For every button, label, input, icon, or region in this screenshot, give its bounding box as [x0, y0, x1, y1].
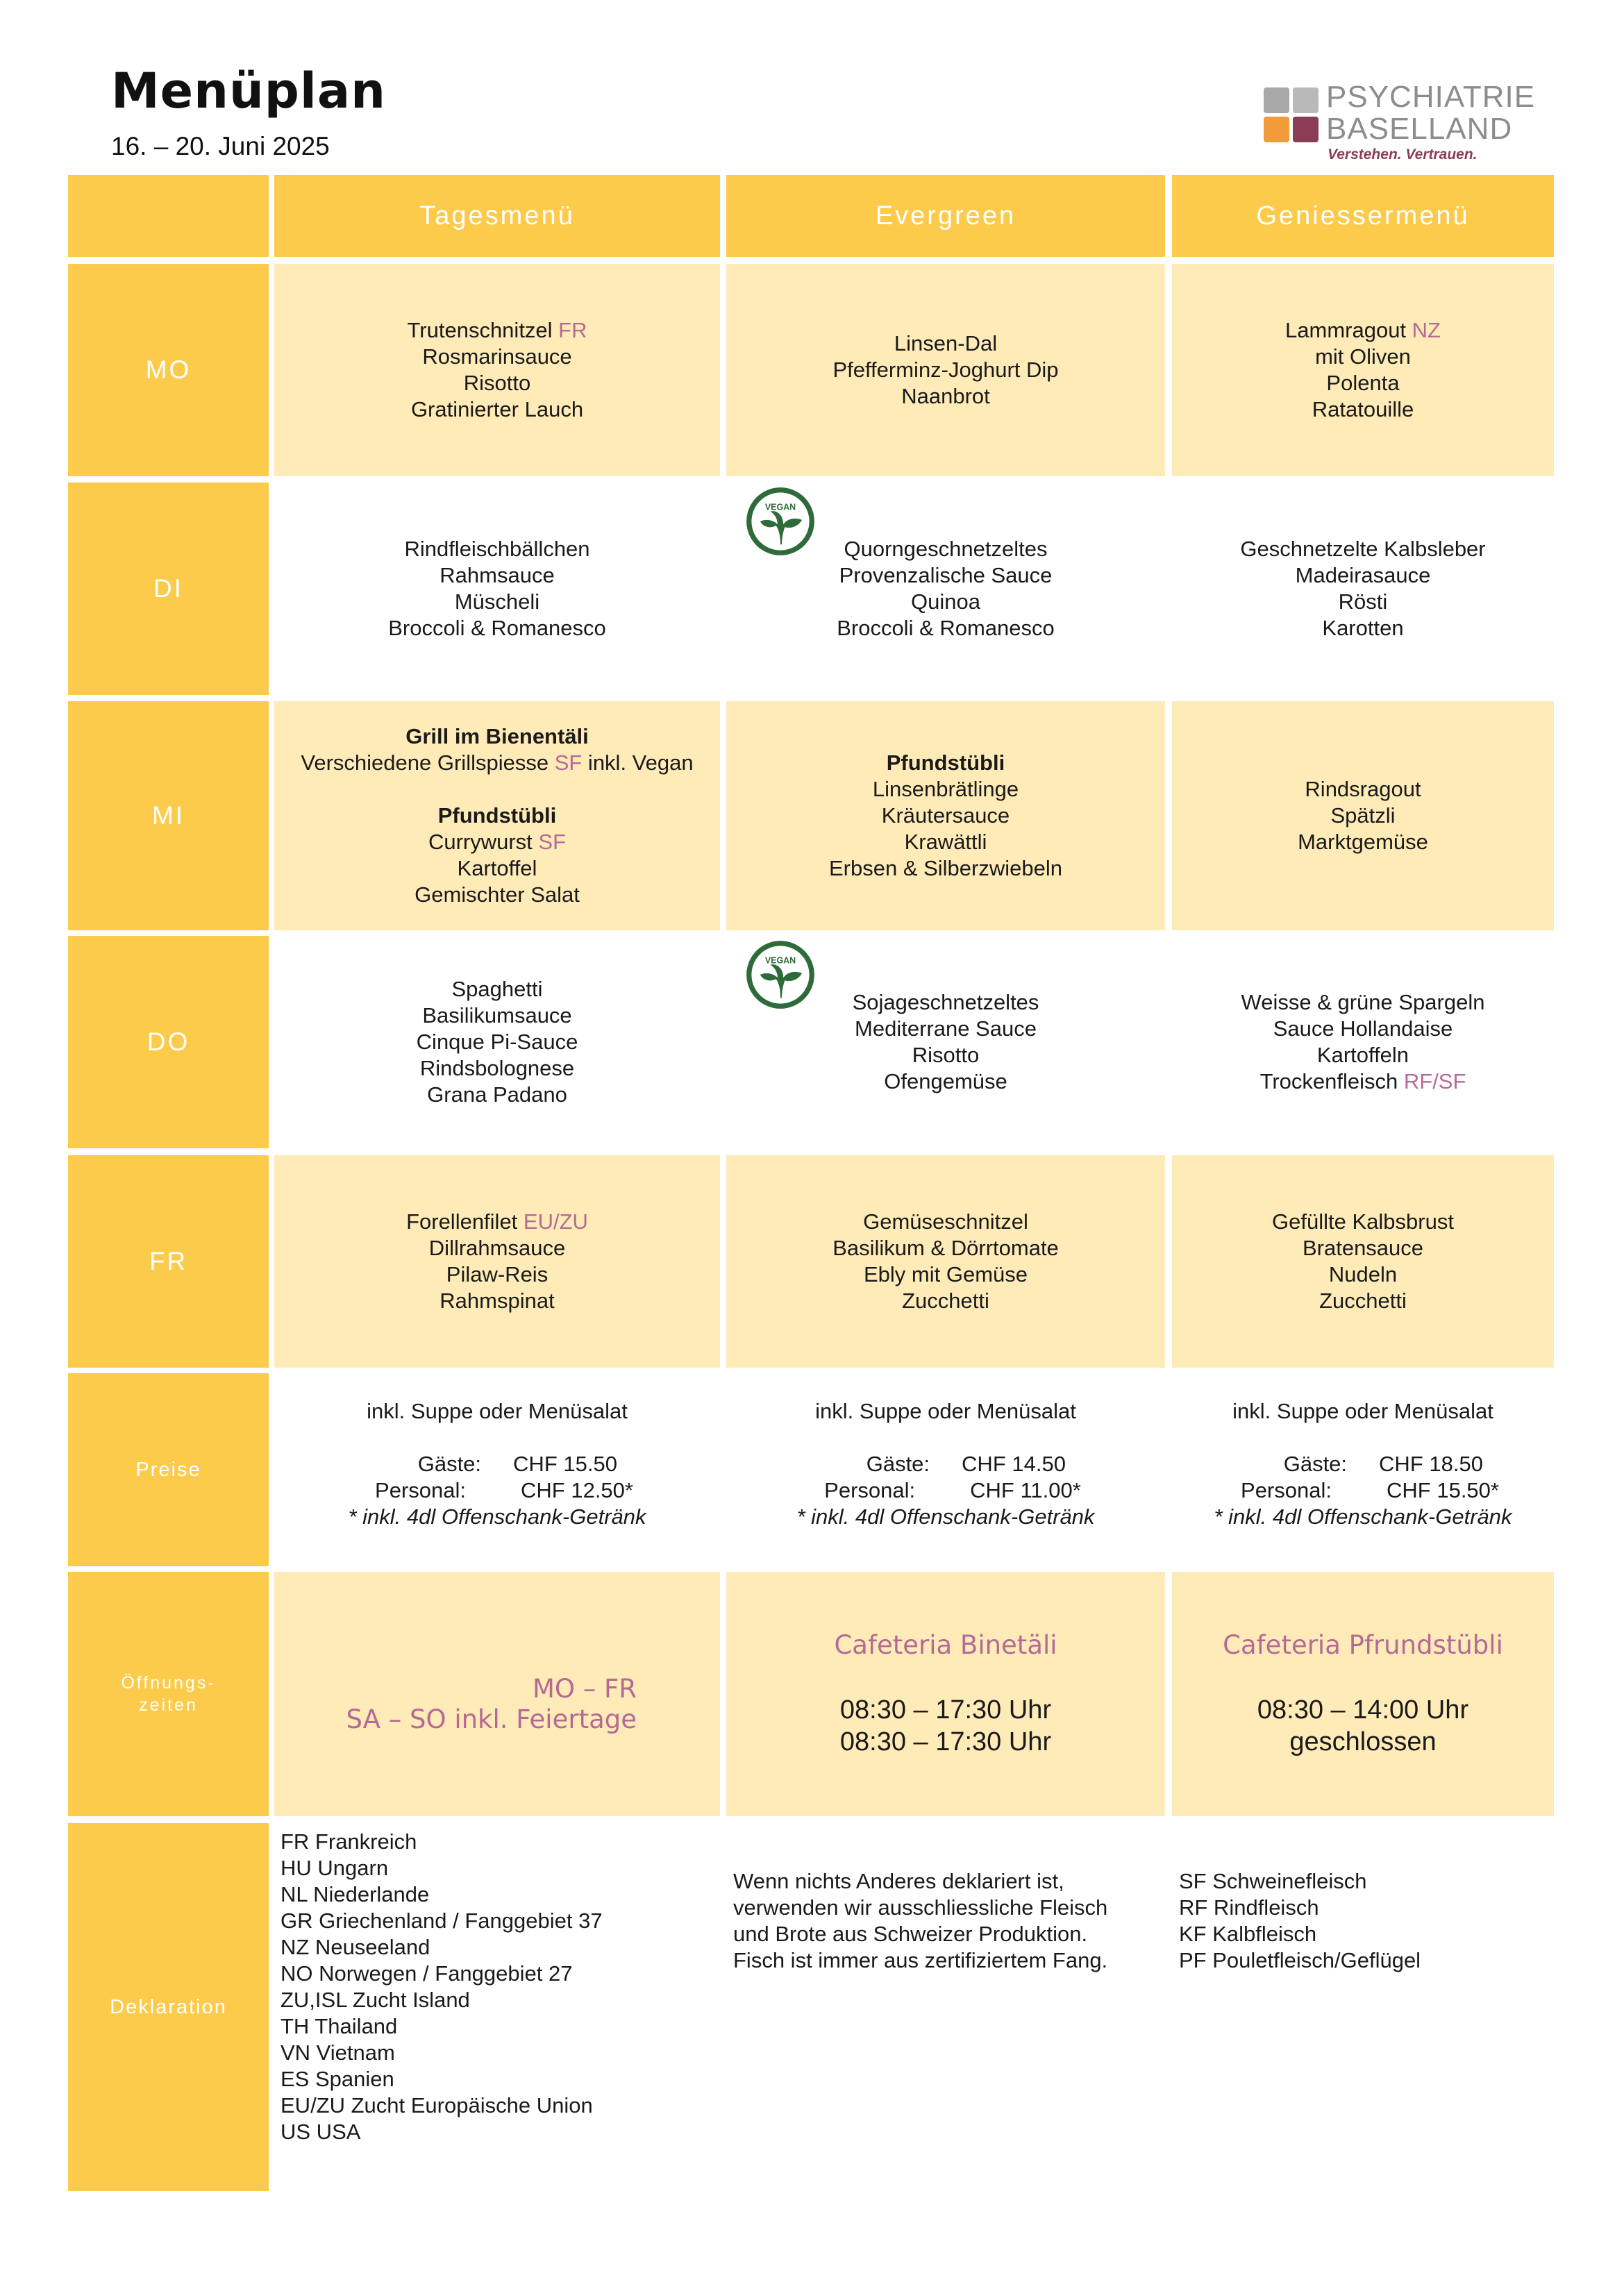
dish-text: Pilaw-Reis	[446, 1262, 549, 1286]
page-title: Menüplan	[111, 62, 386, 119]
price-cell-geniessermenu	[1172, 1373, 1554, 1566]
menu-line	[408, 317, 587, 344]
menu-line	[873, 776, 1019, 803]
menu-cell-mi-evergreen	[726, 701, 1165, 930]
menu-line	[446, 1261, 548, 1288]
menu-line	[905, 829, 987, 855]
info-line: Fisch ist immer aus zertifiziertem Fang.	[733, 1948, 1108, 1972]
menu-line	[411, 396, 583, 423]
dish-text: Cinque Pi-Sauce	[416, 1030, 578, 1054]
price-cell-evergreen	[726, 1373, 1165, 1566]
dish-text: Madeirasauce	[1295, 563, 1431, 587]
day-label-di: DI	[68, 483, 269, 695]
menu-cell-di-geniessermenu	[1172, 483, 1554, 695]
menu-line	[1312, 396, 1414, 423]
logo-square-grey-2	[1293, 87, 1319, 113]
menu-line	[1260, 1068, 1466, 1095]
price-guest-value: CHF 18.50	[1379, 1452, 1483, 1476]
dish-text: Naanbrot	[901, 384, 990, 408]
menu-cell-fr-tagesmenu	[274, 1155, 720, 1368]
origin-item: NZ Neuseeland	[281, 1935, 430, 1959]
dish-text-after: inkl. Vegan	[582, 750, 694, 775]
dish-text: Basilikum & Dörrtomate	[832, 1236, 1059, 1260]
price-staff-value: CHF 11.00*	[970, 1478, 1081, 1502]
origin-code: SF	[554, 750, 583, 775]
dish-text: Broccoli & Romanesco	[837, 616, 1055, 640]
price-footnote: * inkl. 4dl Offenschank-Getränk	[796, 1504, 1095, 1529]
menu-line	[911, 589, 980, 615]
dish-text: Rindsbolognese	[419, 1056, 575, 1080]
venue-binetaeli-weekend-time: 08:30 – 17:30 Uhr	[839, 1727, 1052, 1756]
venue-name-pfrundstuebli: Cafeteria Pfrundstübli	[1223, 1630, 1503, 1660]
dish-text: Linsen-Dal	[894, 331, 998, 355]
dish-text: Kartoffeln	[1316, 1043, 1409, 1067]
dish-text: Sojageschnetzeltes	[852, 990, 1039, 1014]
dish-text: Karotten	[1322, 616, 1404, 640]
price-staff-label: Personal:	[375, 1478, 466, 1502]
info-line: Wenn nichts Anderes deklariert ist,	[733, 1869, 1064, 1893]
price-guest-value: CHF 14.50	[962, 1452, 1066, 1476]
origin-item: US USA	[281, 2120, 361, 2144]
menu-line	[415, 882, 580, 908]
price-footnote: * inkl. 4dl Offenschank-Getränk	[348, 1504, 646, 1529]
column-header-tagesmenu: Tagesmenü	[274, 175, 720, 257]
opening-days-weekday: MO – FR	[532, 1674, 637, 1704]
menu-line	[422, 1003, 571, 1029]
row-label-opening-hours	[68, 1572, 269, 1816]
menu-line	[882, 803, 1010, 829]
dish-text: Ratatouille	[1312, 397, 1414, 421]
price-row-staff	[1227, 1477, 1499, 1504]
day-label-mi: MI	[68, 701, 269, 930]
menu-cell-fr-geniessermenu	[1172, 1155, 1554, 1368]
menu-cell-mo-evergreen	[726, 264, 1165, 476]
menu-line	[429, 1235, 565, 1261]
menu-line	[1339, 589, 1388, 615]
venue-pfrundstuebli-weekend-time: geschlossen	[1289, 1727, 1437, 1756]
menu-line	[863, 1209, 1028, 1235]
dish-text: Gemischter Salat	[415, 882, 580, 907]
column-header-evergreen: Evergreen	[726, 175, 1165, 257]
row-label-prices: Preise	[68, 1373, 269, 1566]
dish-text: Trutenschnitzel	[407, 318, 559, 342]
menu-line	[1241, 989, 1485, 1016]
dish-text: Rahmsauce	[440, 563, 555, 587]
menu-cell-fr-evergreen	[726, 1155, 1165, 1368]
meat-item: SF Schweinefleisch	[1179, 1869, 1367, 1893]
menu-line	[1303, 1235, 1423, 1261]
price-row-staff	[810, 1477, 1081, 1504]
opening-days-cell	[274, 1572, 720, 1816]
dish-text: Spaghetti	[451, 977, 543, 1001]
price-row-staff	[361, 1477, 633, 1504]
dish-text: Ofengemüse	[884, 1069, 1007, 1093]
menu-line	[839, 562, 1053, 589]
price-guest-label: Gäste:	[1283, 1452, 1348, 1476]
price-staff-value: CHF 12.50*	[521, 1478, 633, 1502]
menu-cell-di-tagesmenu	[274, 483, 720, 695]
dish-text: Risotto	[463, 371, 531, 395]
price-staff-label: Personal:	[824, 1478, 916, 1502]
menu-line	[1317, 1042, 1409, 1068]
menu-line	[1305, 776, 1421, 803]
origin-code: EU/ZU	[523, 1209, 588, 1234]
vegan-icon-label: VEGAN	[764, 955, 796, 966]
menu-line	[832, 357, 1058, 383]
logo-text-line2: BASELLAND	[1326, 112, 1513, 146]
dish-text: Marktgemüse	[1298, 830, 1428, 854]
venue-pfrundstuebli-weekday-time: 08:30 – 14:00 Uhr	[1257, 1695, 1469, 1725]
menu-line	[1330, 803, 1395, 829]
dish-text: Forellenfilet	[406, 1209, 524, 1234]
price-row-guest	[377, 1451, 617, 1477]
opening-binetaeli-cell	[726, 1572, 1165, 1816]
day-label-mo: MO	[68, 264, 269, 476]
header-corner	[68, 175, 269, 257]
price-guest-label: Gäste:	[417, 1452, 482, 1476]
dish-text: Trockenfleisch	[1259, 1069, 1404, 1093]
dish-text: Polenta	[1326, 371, 1400, 395]
dish-text: Rahmspinat	[440, 1289, 555, 1313]
dish-text: Krawättli	[904, 830, 987, 854]
dish-text: Gefüllte Kalbsbrust	[1272, 1209, 1454, 1234]
column-header-geniessermenu: Geniessermenü	[1172, 175, 1554, 257]
dish-text: Pfefferminz-Joghurt Dip	[832, 358, 1059, 382]
menu-line	[406, 1209, 588, 1235]
menu-line	[455, 589, 539, 615]
price-guest-label: Gäste:	[866, 1452, 930, 1476]
origin-item: ZU,ISL Zucht Island	[281, 1988, 470, 2012]
price-row-guest	[1243, 1451, 1483, 1477]
meat-item: PF Pouletfleisch/Geflügel	[1179, 1948, 1421, 1972]
dish-text: Zucchetti	[902, 1289, 989, 1313]
price-row-guest	[826, 1451, 1066, 1477]
logo-text-line1: PSYCHIATRIE	[1326, 80, 1536, 114]
logo-square-orange	[1264, 117, 1289, 142]
price-note: inkl. Suppe oder Menüsalat	[815, 1399, 1076, 1423]
price-staff-value: CHF 15.50*	[1387, 1478, 1499, 1502]
opening-days-weekend: SA – SO inkl. Feiertage	[346, 1704, 637, 1734]
origin-item: TH Thailand	[281, 2014, 398, 2038]
dish-text: Pfundstübli	[886, 750, 1005, 775]
dish-text: Grana Padano	[427, 1082, 567, 1107]
dish-text: Sauce Hollandaise	[1273, 1016, 1453, 1041]
dish-text: Ebly mit Gemüse	[863, 1262, 1028, 1286]
menu-line	[1322, 615, 1403, 641]
menu-line	[388, 615, 606, 641]
menu-line	[844, 536, 1048, 562]
menu-line	[853, 989, 1039, 1016]
logo-tagline: Verstehen. Vertrauen.	[1328, 146, 1477, 162]
menu-line	[855, 1016, 1037, 1042]
menu-line	[887, 750, 1005, 776]
menu-line	[427, 1082, 567, 1108]
menu-line	[864, 1261, 1028, 1288]
menu-line	[404, 536, 589, 562]
dish-text: Verschiedene Grillspiesse	[301, 750, 555, 775]
menu-cell-do-geniessermenu	[1172, 936, 1554, 1148]
info-line: verwenden wir ausschliessliche Fleisch	[733, 1895, 1108, 1920]
menu-line	[902, 1288, 989, 1314]
dish-text: Grill im Bienentäli	[405, 724, 589, 748]
day-label-do: DO	[68, 936, 269, 1148]
origin-item: EU/ZU Zucht Europäische Union	[281, 2093, 593, 2117]
venue-binetaeli-weekday-time: 08:30 – 17:30 Uhr	[839, 1695, 1052, 1725]
price-note: inkl. Suppe oder Menüsalat	[367, 1399, 628, 1423]
dish-text: Risotto	[912, 1043, 980, 1067]
menu-cell-mi-tagesmenu	[274, 701, 720, 930]
menu-line	[884, 1068, 1007, 1095]
menu-line	[417, 1029, 578, 1055]
menu-line	[1285, 317, 1441, 344]
menu-line	[1240, 536, 1485, 562]
dish-text: Mediterrane Sauce	[855, 1016, 1037, 1041]
vegan-icon	[744, 485, 817, 557]
price-guest-value: CHF 15.50	[513, 1452, 617, 1476]
price-cell-tagesmenu	[274, 1373, 720, 1566]
menu-line	[1298, 829, 1428, 855]
dish-text: Dillrahmsauce	[428, 1236, 566, 1260]
origin-item: FR Frankreich	[281, 1829, 417, 1854]
menu-cell-mo-geniessermenu	[1172, 264, 1554, 476]
day-label-fr: FR	[68, 1155, 269, 1368]
dish-text: Bratensauce	[1302, 1236, 1424, 1260]
menu-line	[440, 562, 554, 589]
info-line: und Brote aus Schweizer Produktion.	[733, 1922, 1088, 1946]
dish-text: Nudeln	[1328, 1262, 1398, 1286]
origin-item: ES Spanien	[281, 2067, 394, 2091]
opening-label-line1: Öffnungs-	[121, 1672, 216, 1693]
dish-text: Geschnetzelte Kalbsleber	[1240, 537, 1486, 561]
origin-item: HU Ungarn	[281, 1856, 389, 1880]
menu-line	[1272, 1209, 1454, 1235]
declaration-meat-list	[1179, 1868, 1547, 1974]
dish-text: Currywurst	[428, 830, 539, 854]
origin-item: NO Norwegen / Fanggebiet 27	[281, 1961, 573, 1986]
origin-item: GR Griechenland / Fanggebiet 37	[281, 1909, 603, 1933]
venue-name-binetaeli: Cafeteria Binetäli	[834, 1630, 1057, 1660]
menu-line	[458, 855, 537, 882]
menu-line	[829, 855, 1062, 882]
menu-line	[1326, 370, 1399, 396]
menu-line	[894, 330, 997, 357]
menu-line	[837, 615, 1055, 641]
menu-line	[440, 1288, 554, 1314]
price-note: inkl. Suppe oder Menüsalat	[1232, 1399, 1493, 1423]
menu-line	[428, 829, 566, 855]
dish-text: Rösti	[1338, 589, 1388, 614]
menu-cell-mo-tagesmenu	[274, 264, 720, 476]
dish-text: Broccoli & Romanesco	[388, 616, 606, 640]
menu-cell-do-evergreen	[726, 936, 1165, 1148]
dish-text: Pfundstübli	[437, 803, 557, 828]
dish-text: Kräutersauce	[881, 803, 1010, 828]
origin-item: VN Vietnam	[281, 2040, 395, 2065]
menu-line	[1273, 1016, 1453, 1042]
opening-label-line2: zeiten	[139, 1695, 198, 1715]
menu-line	[1315, 344, 1411, 370]
menu-line	[422, 344, 571, 370]
dish-text: Weisse & grüne Spargeln	[1241, 990, 1485, 1014]
menu-line	[301, 750, 693, 776]
meat-item: RF Rindfleisch	[1179, 1895, 1319, 1920]
origin-code: RF/SF	[1403, 1069, 1466, 1093]
date-range: 16. – 20. Juni 2025	[111, 132, 330, 160]
dish-text: Lammragout	[1285, 318, 1412, 342]
dish-text: Rosmarinsauce	[422, 344, 572, 369]
dish-text: Gemüseschnitzel	[863, 1209, 1028, 1234]
menu-line	[452, 976, 543, 1003]
logo-square-grey-1	[1264, 87, 1289, 113]
opening-pfrundstuebli-cell	[1172, 1572, 1554, 1816]
menu-line	[464, 370, 530, 396]
menu-line	[832, 1235, 1059, 1261]
origin-code: SF	[538, 830, 567, 854]
dish-text: Basilikumsauce	[422, 1003, 572, 1028]
dish-text: Erbsen & Silberzwiebeln	[828, 856, 1062, 880]
price-footnote: * inkl. 4dl Offenschank-Getränk	[1214, 1504, 1512, 1529]
menu-cell-di-evergreen	[726, 483, 1165, 695]
menu-line	[438, 803, 556, 829]
menu-cell-do-tagesmenu	[274, 936, 720, 1148]
menu-line	[405, 723, 589, 750]
origin-code: FR	[558, 318, 587, 342]
menu-line	[420, 1055, 574, 1082]
declaration-origins-list	[281, 1829, 718, 2190]
dish-text: Zucchetti	[1319, 1289, 1407, 1313]
vegan-icon	[744, 939, 817, 1011]
menu-line	[901, 383, 990, 410]
origin-code: NZ	[1412, 318, 1441, 342]
dish-text: Linsenbrätlinge	[872, 777, 1019, 801]
price-staff-label: Personal:	[1241, 1478, 1332, 1502]
declaration-info-text	[733, 1868, 1164, 1974]
dish-text: Rindsragout	[1305, 777, 1421, 801]
logo-square-purple	[1293, 117, 1319, 142]
dish-text: Kartoffel	[457, 856, 537, 880]
logo-icon	[1264, 87, 1319, 143]
dish-text: Quinoa	[911, 589, 980, 614]
menu-line	[1319, 1288, 1407, 1314]
dish-text: Rindfleischbällchen	[404, 537, 590, 561]
dish-text: mit Oliven	[1315, 344, 1411, 369]
meat-item: KF Kalbfleisch	[1179, 1922, 1317, 1946]
menu-cell-mi-geniessermenu	[1172, 701, 1554, 930]
dish-text: Spätzli	[1330, 803, 1396, 828]
menu-line	[1329, 1261, 1397, 1288]
menu-line	[1296, 562, 1431, 589]
dish-text: Gratinierter Lauch	[410, 397, 584, 421]
row-label-declaration: Deklaration	[68, 1823, 269, 2191]
origin-item: NL Niederlande	[281, 1882, 430, 1906]
vegan-icon-label: VEGAN	[764, 502, 796, 512]
dish-text: Provenzalische Sauce	[839, 563, 1053, 587]
dish-text: Quorngeschnetzeltes	[844, 537, 1048, 561]
menu-line	[912, 1042, 979, 1068]
dish-text: Müscheli	[454, 589, 540, 614]
